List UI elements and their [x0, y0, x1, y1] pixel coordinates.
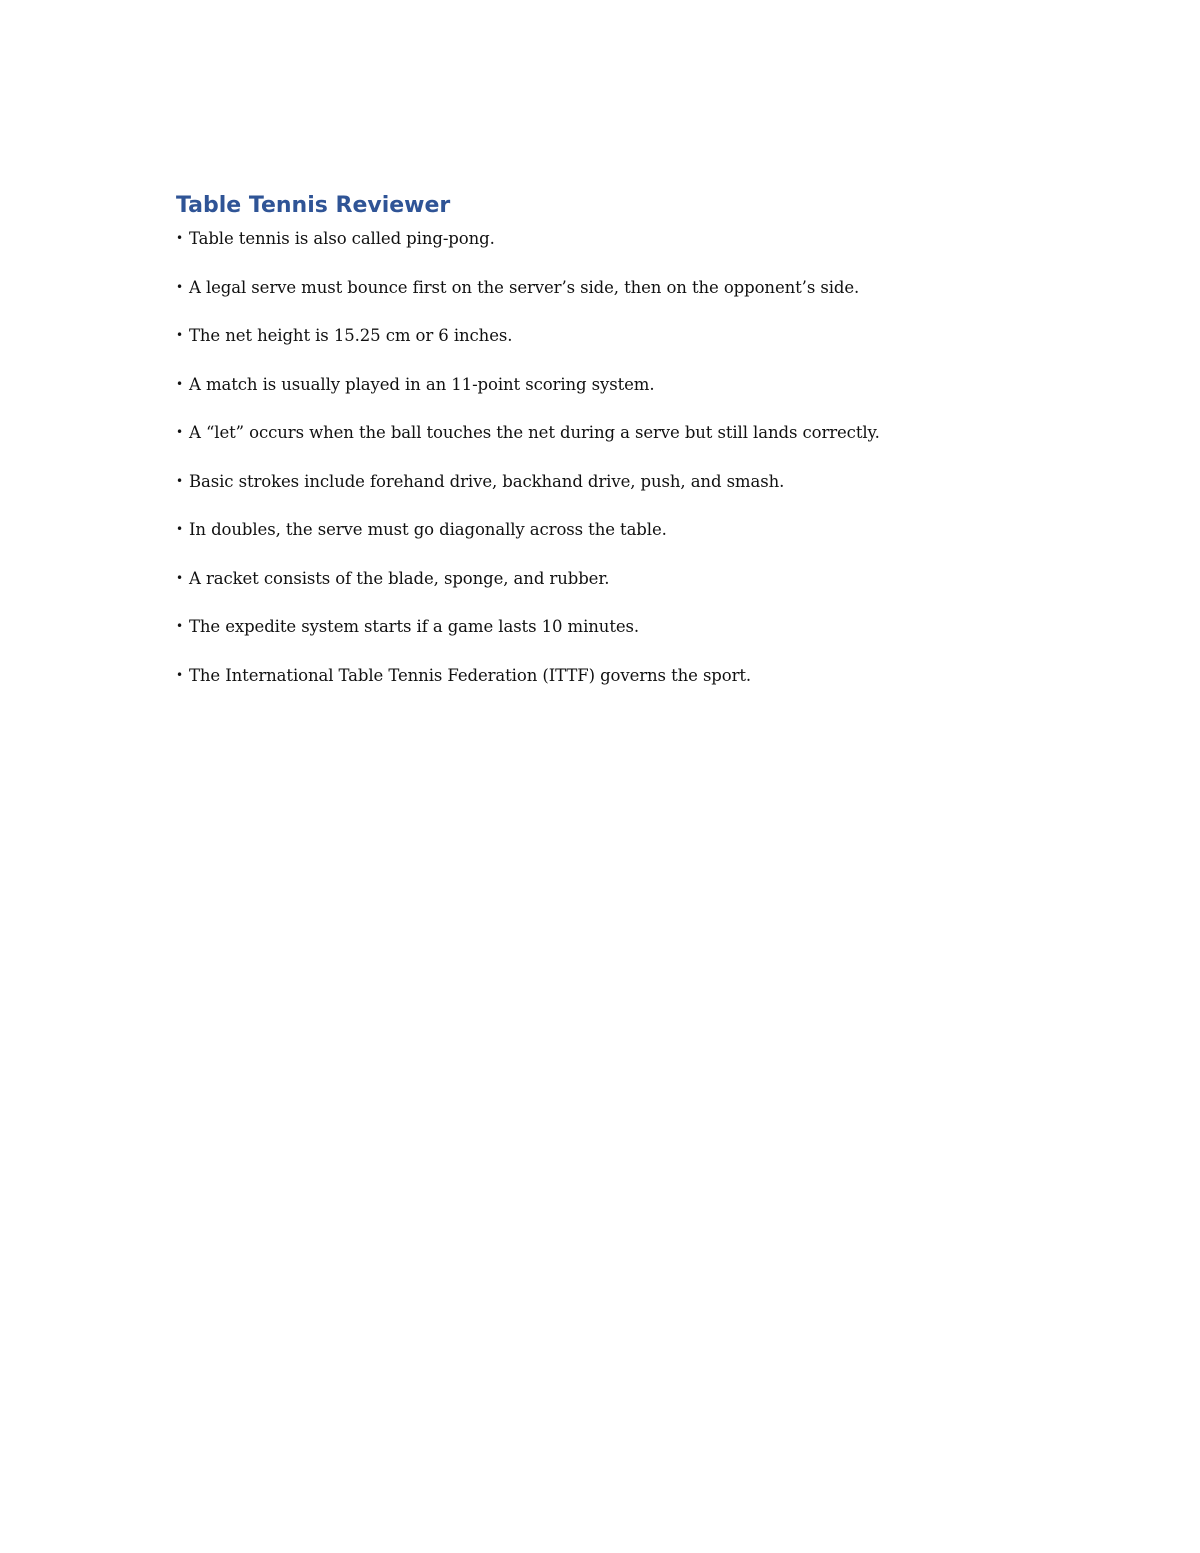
bullet-icon: •: [176, 376, 183, 391]
list-item-text: A racket consists of the blade, sponge, and rubber.: [188, 568, 610, 588]
bullet-icon: •: [176, 522, 183, 536]
list-item-text: The expedite system starts if a game lasts 10 minutes.: [188, 617, 640, 636]
document-title: Table Tennis Reviewer: [176, 193, 451, 218]
document-body: [176, 190, 1076, 712]
list-item: [176, 518, 1076, 567]
list-item-text: A “let” occurs when the ball touches the net during a serve but still lands correctly.: [188, 423, 880, 442]
list-item-text: Basic strokes include forehand drive, backhand drive, push, and smash.: [188, 471, 785, 491]
bullet-icon: •: [176, 279, 183, 294]
list-item: [176, 227, 1076, 276]
list-item: [176, 276, 1076, 325]
list-item-text: In doubles, the serve must go diagonally across the table.: [188, 520, 667, 539]
list-item-text: Table tennis is also called ping-pong.: [188, 229, 495, 248]
bullet-icon: •: [176, 328, 183, 342]
bullet-icon: •: [176, 570, 183, 585]
list-item-text: A match is usually played in an 11-point scoring system.: [188, 374, 655, 394]
list-item: [176, 373, 1076, 422]
list-item-text: A legal serve must bounce first on the server’s side, then on the opponent’s side.: [188, 277, 860, 297]
list-item: [176, 664, 1076, 713]
list-item: [176, 470, 1076, 519]
list-item: [176, 324, 1076, 373]
bullet-icon: •: [176, 231, 183, 245]
list-item: [176, 615, 1076, 664]
bullet-icon: •: [176, 619, 183, 633]
bullet-list: [176, 227, 1076, 712]
list-item-text: The International Table Tennis Federation (ITTF) governs the sport.: [188, 665, 752, 685]
bullet-icon: •: [176, 667, 183, 682]
bullet-icon: •: [176, 473, 183, 488]
list-item: [176, 567, 1076, 616]
bullet-icon: •: [176, 425, 183, 439]
list-item-text: The net height is 15.25 cm or 6 inches.: [188, 326, 513, 345]
list-item: [176, 421, 1076, 470]
